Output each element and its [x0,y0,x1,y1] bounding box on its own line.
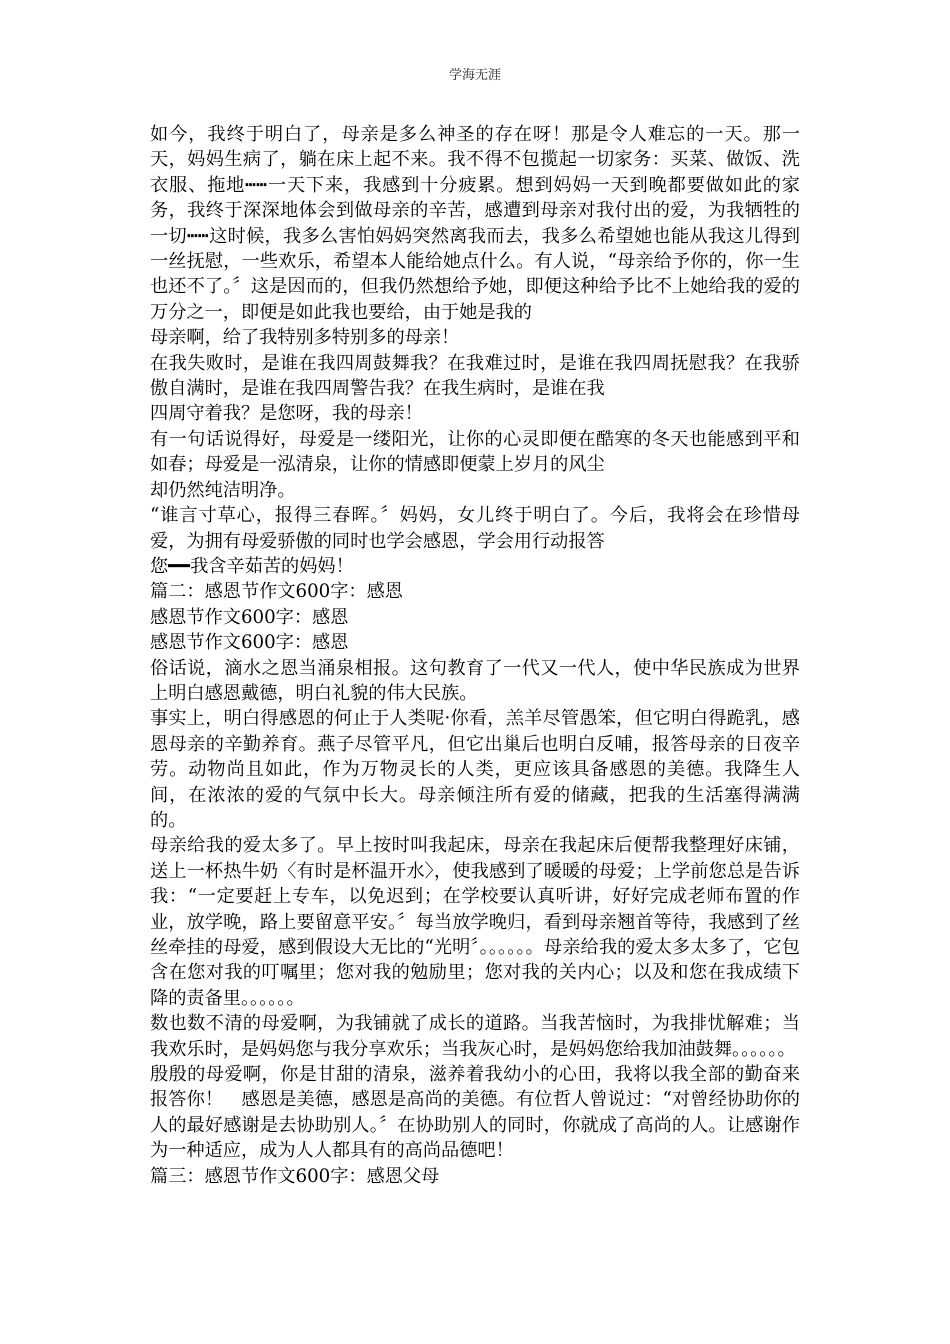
paragraph: 在我失败时，是谁在我四周鼓舞我？在我难过时，是谁在我四周抚慰我？在我骄傲自满时，是谁在我四周警告我？在我生病时，是谁在我 [150,352,800,400]
section-subtitle: 感恩节作文600字：感恩 [150,632,349,654]
paragraph: 四周守着我？是您呀，我的母亲！ [150,403,423,425]
paragraph: “谁言寸草心，报得三春晖。〞妈妈，女儿终于明白了。今后，我将会在珍惜母爱，为拥有母爱骄傲的同时也学会感恩，学会用行动报答 [150,505,800,552]
paragraph: 您━━我含辛茹苦的妈妈！ [150,555,354,577]
paragraph: 有一句话说得好，母爱是一缕阳光，让你的心灵即便在酷寒的冬天也能感到平和如春；母爱是一泓清泉，让你的情感即便蒙上岁月的风尘 [150,428,800,476]
paragraph: 母亲给我的爱太多了。早上按时叫我起床，母亲在我起床后便帮我整理好床铺，送上一杯热牛奶〈有时是杯温开水〉，使我感到了暖暖的母爱；上学前您总是告诉我：“一定要赶上专车，以免迟到；在学校要认真听讲，好好完成老师布置的作业，放学晚，路上要留意平安。〞每当放学晚归，看到母亲翘首等待，我感到了丝丝牵挂的母爱，感到假设大无比的“光明〞。。。。。。母亲给我的爱太多太多了，它包含在您对我的叮嘱里；您对我的勉励里；您对我的关内心；以及和您在我成绩下降的责备里。。。。。。 [150,835,800,1009]
paragraph: 事实上，明白得感恩的何止于人类呢·你看，羔羊尽管愚笨，但它明白得跪乳，感恩母亲的辛勤养育。燕子尽管平凡，但它出巢后也明白反哺，报答母亲的日夜辛劳。动物尚且如此，作为万物灵长的人类，更应该具备感恩的美德。我降生人间，在浓浓的爱的气氛中长大。母亲倾注所有爱的储藏，把我的生活塞得满满的。 [150,708,800,831]
paragraph: 如今，我终于明白了，母亲是多么神圣的存在呀！那是令人难忘的一天。那一天，妈妈生病了，躺在床上起不来。我不得不包揽起一切家务：买菜、做饭、洗衣服、拖地┅┅一天下来，我感到十分疲累。想到妈妈一天到晚都要做如此的家务，我终于深深地体会到做母亲的辛苦，感遭到母亲对我付出的爱，为我牺牲的一切┅┅这时候，我多么害怕妈妈突然离我而去，我多么希望她也能从我这儿得到一丝抚慰，一些欢乐，希望本人能给她点什么。有人说，“母亲给予你的，你一生也还不了。〞这是因而的，但我仍然想给予她，即便这种给予比不上她给我的爱的万分之一，即便是如此我也要给，由于她是我的 [150,124,800,323]
paragraph: 殷殷的母爱啊，你是甘甜的清泉，滋养着我幼小的心田，我将以我全部的勤奋来报答你！ 感恩是美德，感恩是高尚的美德。有位哲人曾说过：“对曾经协助你的人的最好感谢是去协助别人。〞在协助别人的同时，你就成了高尚的人。让感谢作为一种适应，成为人人都具有的高尚品德吧！ [150,1064,800,1162]
page-header: 学海无涯 [448,68,501,83]
paragraph: 俗话说，滴水之恩当涌泉相报。这句教育了一代又一代人，使中华民族成为世界上明白感恩戴德，明白礼貌的伟大民族。 [150,657,800,704]
paragraph: 数也数不清的母爱啊，为我铺就了成长的道路。当我苦恼时，为我排忧解难；当我欢乐时，是妈妈您与我分享欢乐；当我灰心时，是妈妈您给我加油鼓舞。。。。。。 [150,1013,800,1060]
paragraph: 却仍然纯洁明净。 [150,479,296,501]
paragraph: 母亲啊，给了我特别多特别多的母亲！ [150,327,460,349]
section-heading: 篇二：感恩节作文600字：感恩 [150,581,403,603]
section-heading: 篇三：感恩节作文600字：感恩父母 [150,1165,440,1187]
document-body [150,122,800,1189]
section-subtitle: 感恩节作文600字：感恩 [150,606,349,628]
